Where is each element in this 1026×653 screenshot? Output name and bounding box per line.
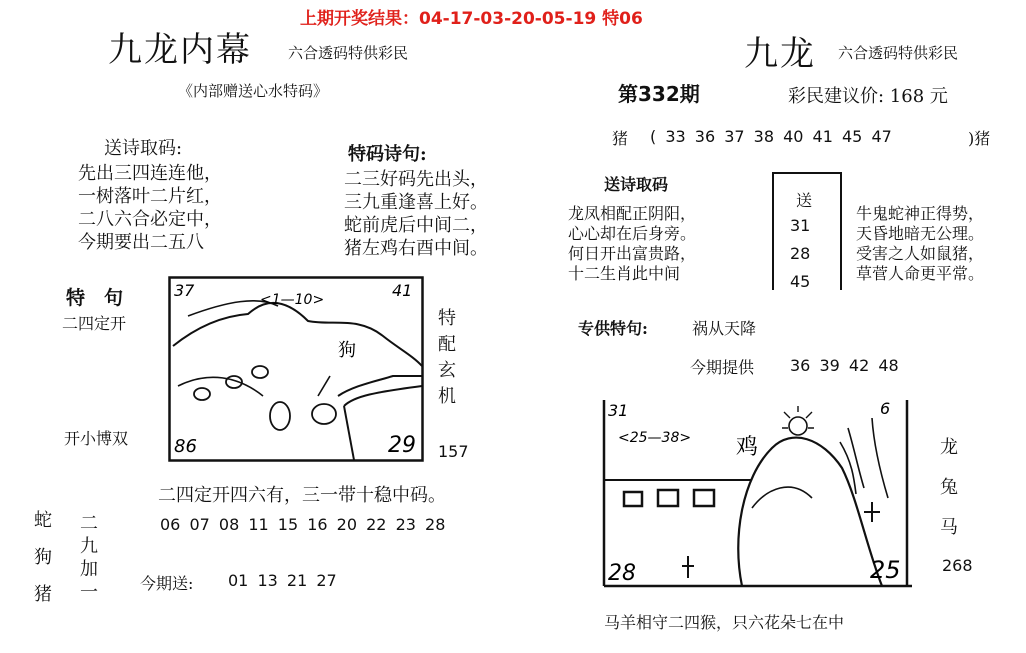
right-poem-line: 心心却在后身旁。 xyxy=(568,224,697,243)
right-side-vertical xyxy=(938,428,960,548)
right-bottom-line: 马羊相守二四猴，只六花朵七在中 xyxy=(604,613,845,632)
left-poem xyxy=(78,162,222,254)
left-today-label: 今期送: xyxy=(140,574,194,593)
right-side-char: 龙 xyxy=(940,437,958,458)
right-sketch-top-left: 31 xyxy=(608,401,629,420)
tejv-label: 特 句 xyxy=(66,287,124,309)
animal-char: 蛇 xyxy=(34,510,52,531)
side-char: 机 xyxy=(438,386,456,407)
right-line: 受害之人如鼠猪， xyxy=(856,244,985,263)
special-line: 二三好码先出头， xyxy=(344,169,488,190)
right-sketch-top-right: 6 xyxy=(880,399,891,418)
left-sketch-bottom-right: 29 xyxy=(388,433,416,458)
right-special-text: 祸从天降 xyxy=(692,319,757,338)
animal-char: 狗 xyxy=(34,547,52,568)
left-side-vertical xyxy=(436,306,458,410)
animals-vertical xyxy=(32,502,54,613)
inner-note: 《内部赠送心水特码》 xyxy=(178,82,329,100)
last-result-banner: 上期开奖结果：04-17-03-20-05-19 特06 xyxy=(300,9,643,29)
left-title: 九龙内幕 xyxy=(108,30,252,70)
right-side-char: 兔 xyxy=(940,477,958,498)
bonus-vertical xyxy=(78,512,100,604)
bonus-char: 九 xyxy=(80,536,98,557)
side-char: 玄 xyxy=(438,360,456,381)
left-sketch-top-right: 41 xyxy=(392,281,413,300)
left-sketch-range: <1—10> xyxy=(260,292,325,308)
special-line: 三九重逢喜上好。 xyxy=(344,192,488,213)
right-side-number: 268 xyxy=(942,556,973,575)
left-numbers: 06 07 08 11 15 16 20 22 23 28 xyxy=(160,515,446,534)
right-subtitle: 六合透码特供彩民 xyxy=(838,44,959,62)
pig-left: 猪 xyxy=(612,129,629,148)
pig-numbers: ( 33 36 37 38 40 41 45 47 xyxy=(650,127,892,146)
box-head: 送 xyxy=(796,191,813,210)
side-char: 特 xyxy=(438,308,456,329)
right-poem-line: 龙凤相配正阴阳， xyxy=(568,204,697,223)
special-line: 猪左鸡右酉中间。 xyxy=(344,238,488,259)
animal-char: 猪 xyxy=(34,584,52,605)
small-even: 开小博双 xyxy=(64,429,129,448)
right-sketch-range: <25—38> xyxy=(618,430,692,446)
box-number: 31 xyxy=(790,216,811,235)
pig-close: )猪 xyxy=(968,129,991,148)
right-poem-line: 十二生肖此中间 xyxy=(568,264,681,283)
right-today-numbers: 36 39 42 48 xyxy=(790,356,899,375)
right-title: 九龙 xyxy=(744,34,816,74)
right-today-label: 今期提供 xyxy=(690,358,755,377)
tejv-text: 二四定开 xyxy=(62,314,127,333)
right-special-label: 专供特句: xyxy=(578,319,648,338)
special-line: 蛇前虎后中间二， xyxy=(344,215,488,236)
price: 彩民建议价: 168 元 xyxy=(788,86,948,107)
bonus-char: 加 xyxy=(80,559,98,580)
left-sketch-top-left: 37 xyxy=(174,281,195,300)
box-number: 28 xyxy=(790,244,811,263)
special-poem xyxy=(344,168,488,260)
left-sketch-animal: 狗 xyxy=(338,340,356,361)
left-poem-heading: 送诗取码: xyxy=(104,138,183,159)
side-char: 配 xyxy=(438,334,456,355)
poem-line: 二八六合必定中， xyxy=(78,209,222,230)
right-lines xyxy=(856,204,984,284)
right-poem xyxy=(568,204,696,284)
left-sketch xyxy=(168,276,424,462)
bonus-char: 一 xyxy=(80,582,98,603)
right-poem-heading: 送诗取码 xyxy=(604,175,669,194)
right-line: 牛鬼蛇神正得势， xyxy=(856,204,985,223)
right-side-char: 马 xyxy=(940,517,958,538)
right-sketch-bottom-left: 28 xyxy=(608,561,636,586)
bonus-char: 二 xyxy=(80,513,98,534)
right-line: 天昏地暗无公理。 xyxy=(856,224,985,243)
right-line: 草菅人命更平常。 xyxy=(856,264,985,283)
right-sketch xyxy=(602,398,914,588)
poem-line: 先出三四连连他， xyxy=(78,163,222,184)
right-sketch-animal: 鸡 xyxy=(736,435,759,460)
left-sketch-bottom-left: 86 xyxy=(174,436,197,457)
poem-line: 今期要出二五八 xyxy=(78,232,204,253)
right-poem-line: 何日开出富贵路， xyxy=(568,244,697,263)
left-side-number: 157 xyxy=(438,442,469,461)
poem-line: 一树落叶二片红， xyxy=(78,186,222,207)
left-subtitle: 六合透码特供彩民 xyxy=(288,44,409,62)
right-sketch-bottom-right: 25 xyxy=(870,556,901,584)
left-summary: 二四定开四六有，三一带十稳中码。 xyxy=(158,485,446,506)
special-heading: 特码诗句: xyxy=(348,144,427,165)
box-number: 45 xyxy=(790,272,811,291)
period: 第332期 xyxy=(618,82,700,106)
left-today-numbers: 01 13 21 27 xyxy=(228,571,337,590)
